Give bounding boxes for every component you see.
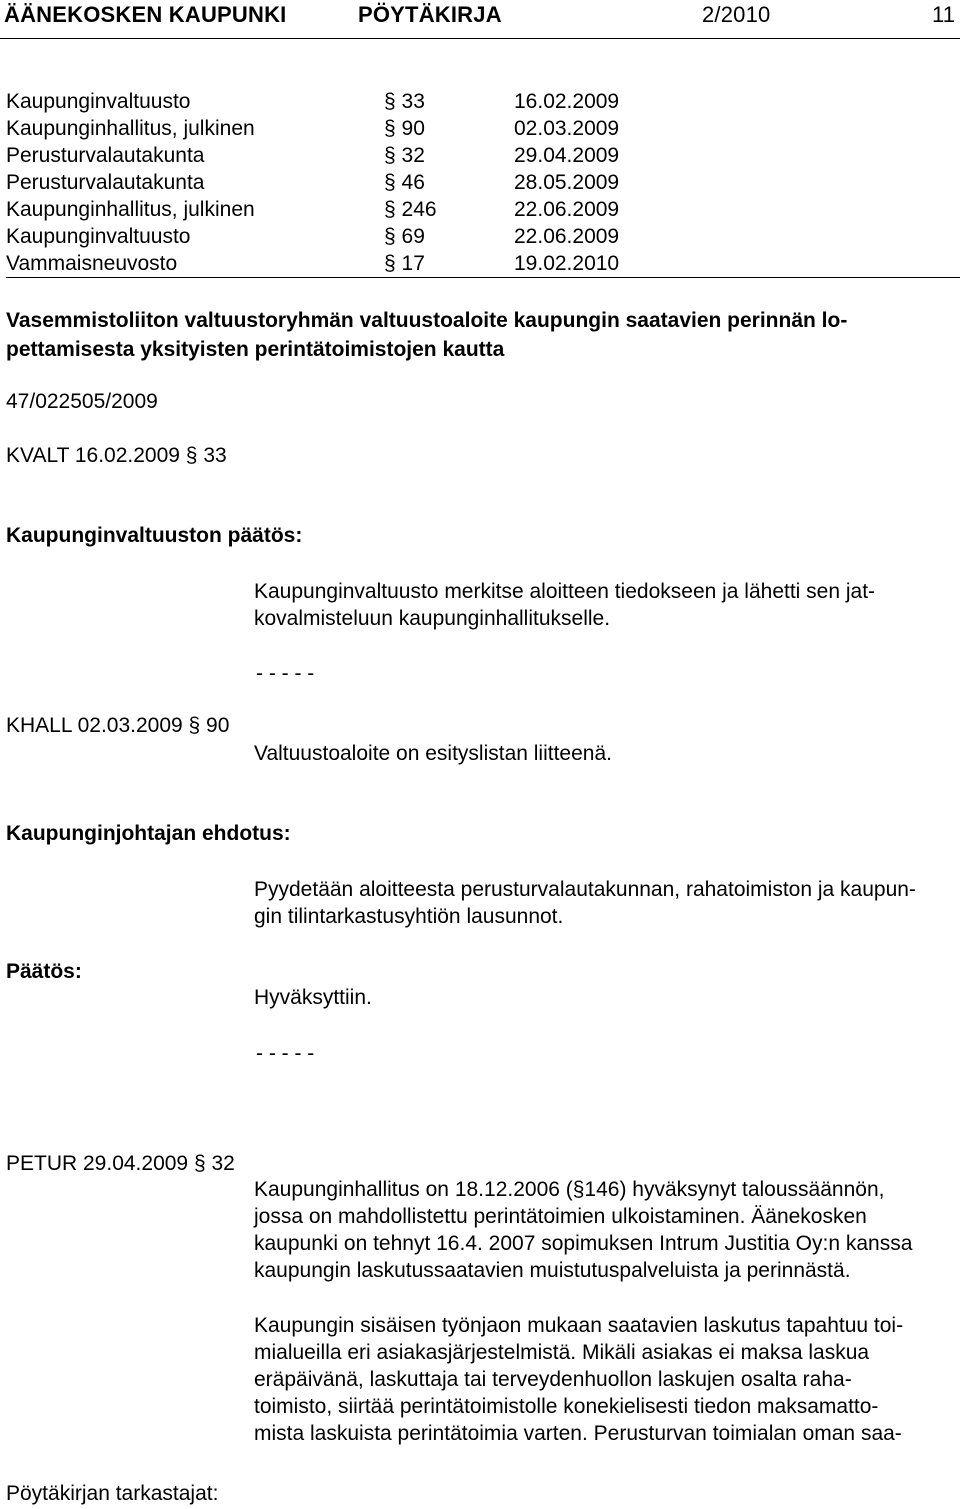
history-section: § 33 [384,90,425,113]
history-date: 19.02.2010 [514,252,620,275]
history-section: § 90 [384,117,425,140]
history-org: Kaupunginhallitus, julkinen [6,198,255,221]
history-section: § 246 [384,198,437,221]
history-org: Kaupunginvaltuusto [6,90,191,113]
separator: - - - - - [256,662,315,685]
header-page-number: 11 [932,2,956,27]
kvalt-label: KVALT 16.02.2009 § 33 [6,444,227,467]
council-decision-text [254,578,958,632]
history-row [6,196,960,223]
history-divider [6,277,960,278]
header-doc-type: PÖYTÄKIRJA [358,2,502,27]
petur-paragraph-line: Kaupungin sisäisen työnjaon mukaan saatavien laskutus tapahtuu toi- [254,1314,904,1337]
mayor-proposal-text [254,876,958,930]
history-section: § 32 [384,144,425,167]
history-org: Kaupunginhallitus, julkinen [6,117,255,140]
header-issue: 2/2010 [702,2,771,27]
petur-paragraph-line: jossa on mahdollistettu perintätoimien ulkoistaminen. Äänekosken [254,1205,867,1228]
council-decision-line: kovalmisteluun kaupunginhallitukselle. [254,607,611,630]
petur-paragraph-line: mista laskuista perintätoimia varten. Perusturvan toimialan oman saa- [254,1422,902,1445]
page-header [0,0,960,40]
history-org: Perusturvalautakunta [6,144,205,167]
history-org: Kaupunginvaltuusto [6,225,191,248]
footer-inspectors: Pöytäkirjan tarkastajat: [6,1482,219,1505]
khall-label: KHALL 02.03.2009 § 90 [6,714,230,737]
header-divider [0,38,960,39]
header-org: ÄÄNEKOSKEN KAUPUNKI [4,2,287,27]
mayor-proposal-heading: Kaupunginjohtajan ehdotus: [6,822,291,845]
petur-paragraph-line: mialueilla eri asiakasjärjestelmistä. Mikäli asiakas ei maksa laskua [254,1341,870,1364]
history-row [6,115,960,142]
history-row [6,250,960,277]
history-row [6,223,960,250]
mayor-proposal-line: Pyydetään aloitteesta perusturvalautakunnan, rahatoimiston ja kaupun- [254,878,916,901]
history-row [6,169,960,196]
history-row [6,88,960,115]
decision-text: Hyväksyttiin. [254,986,372,1009]
history-date: 16.02.2009 [514,90,620,113]
history-date: 22.06.2009 [514,198,620,221]
item-title-line: pettamisesta yksityisten perintätoimistojen kautta [6,338,505,361]
petur-paragraph-line: Kaupunginhallitus on 18.12.2006 (§146) hyväksynyt taloussäännön, [254,1178,885,1201]
petur-label: PETUR 29.04.2009 § 32 [6,1152,235,1175]
history-section: § 46 [384,171,425,194]
history-date: 22.06.2009 [514,225,620,248]
handling-history [6,88,960,277]
attachment-note: Valtuustoaloite on esityslistan liitteenä. [254,742,612,765]
item-title-line: Vasemmistoliiton valtuustoryhmän valtuustoaloite kaupungin saatavien perinnän lo- [6,309,848,332]
petur-paragraph-line: kaupungin laskutussaatavien muistutuspalveluista ja perinnästä. [254,1259,851,1282]
history-org: Vammaisneuvosto [6,252,178,275]
history-section: § 17 [384,252,425,275]
separator: - - - - - [256,1042,315,1065]
item-title [6,306,946,364]
history-row [6,142,960,169]
history-date: 28.05.2009 [514,171,620,194]
mayor-proposal-line: gin tilintarkastusyhtiön lausunnot. [254,905,564,928]
history-section: § 69 [384,225,425,248]
petur-paragraph-line: eräpäivänä, laskuttaja tai terveydenhuollon laskujen osalta raha- [254,1368,852,1391]
reference-number: 47/022505/2009 [6,390,158,413]
petur-paragraph-2 [254,1312,958,1447]
history-org: Perusturvalautakunta [6,171,205,194]
petur-paragraph-1 [254,1176,958,1284]
decision-heading: Päätös: [6,960,82,983]
petur-paragraph-line: kaupunki on tehnyt 16.4. 2007 sopimuksen Intrum Justitia Oy:n kanssa [254,1232,913,1255]
council-decision-line: Kaupunginvaltuusto merkitse aloitteen tiedokseen ja lähetti sen jat- [254,580,876,603]
petur-paragraph-line: toimisto, siirtää perintätoimistolle konekielisesti tiedon maksamatto- [254,1395,879,1418]
council-decision-heading: Kaupunginvaltuuston päätös: [6,524,303,547]
history-date: 29.04.2009 [514,144,620,167]
history-date: 02.03.2009 [514,117,620,140]
